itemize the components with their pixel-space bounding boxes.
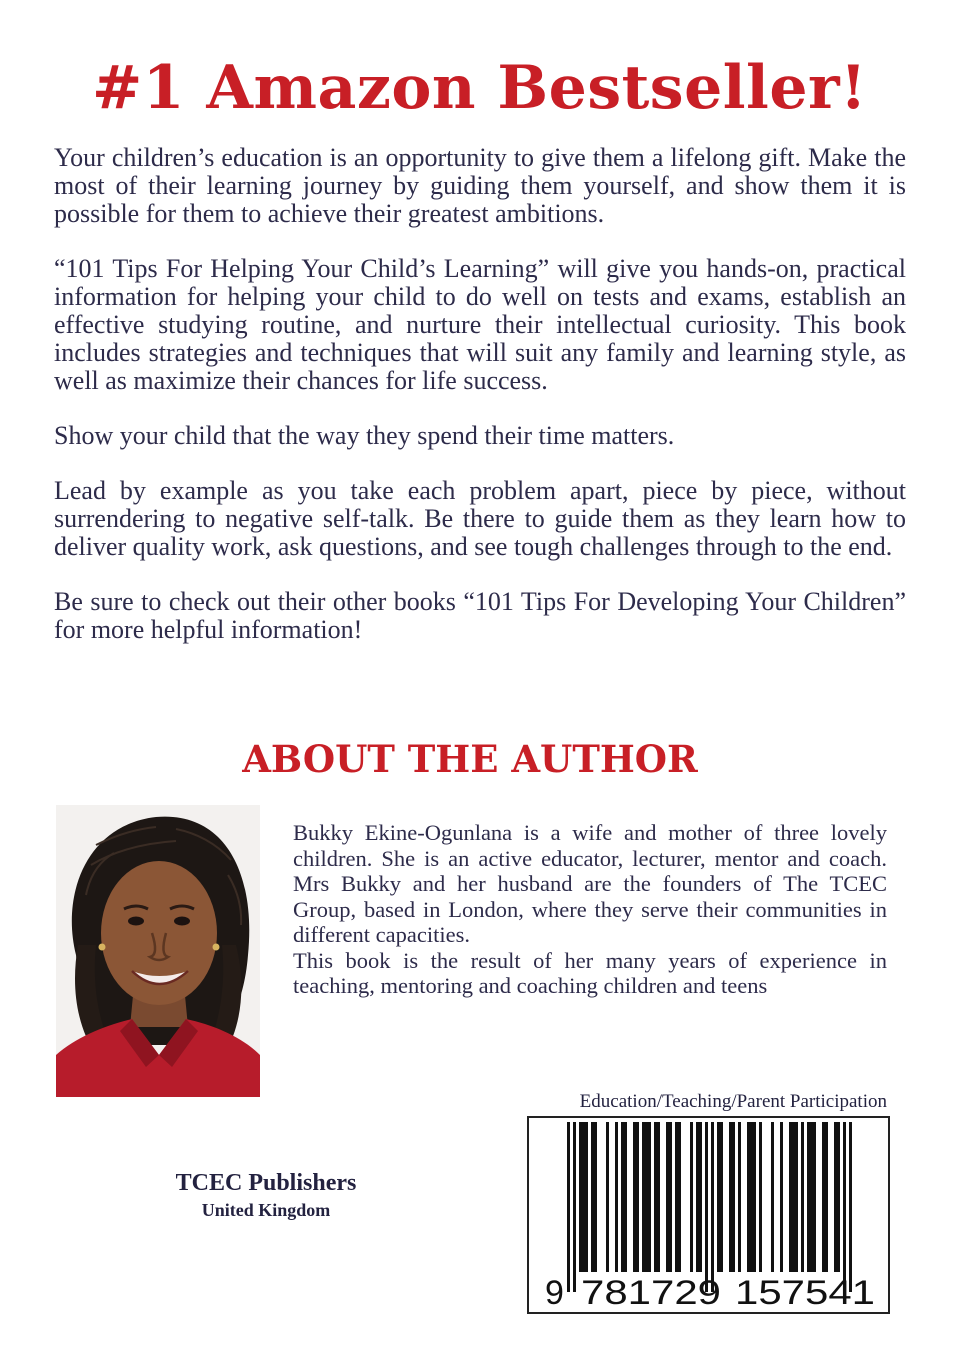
description-paragraph-5: Be sure to check out their other books “101 Tips For Developing Your Children” for more helpful information! — [54, 587, 906, 644]
barcode-lead-digit: 9 — [545, 1274, 564, 1312]
publisher-country: United Kingdom — [201, 1200, 331, 1220]
barcode-bar — [747, 1122, 750, 1272]
author-bio — [293, 820, 887, 999]
description-paragraph-3: Show your child that the way they spend their time matters. — [54, 421, 675, 450]
book-description — [54, 144, 906, 671]
barcode-bar — [795, 1122, 798, 1272]
barcode-bar — [624, 1122, 627, 1272]
barcode-bar — [648, 1122, 651, 1272]
barcode-graphic — [529, 1118, 888, 1312]
barcode-bar — [792, 1122, 795, 1272]
barcode-bar — [675, 1122, 678, 1272]
barcode-bar — [738, 1122, 741, 1272]
barcode-bar — [594, 1122, 597, 1272]
barcode-bar — [822, 1122, 825, 1272]
barcode-bar — [780, 1122, 783, 1272]
barcode-bar — [567, 1122, 570, 1292]
author-bio-paragraph-2: This book is the result of her many years of experience in teaching, mentoring and coaching children and teens — [293, 947, 887, 998]
barcode-bar — [750, 1122, 753, 1272]
barcode-bar — [705, 1122, 708, 1292]
barcode-bar — [849, 1122, 852, 1292]
bisac-category: Education/Teaching/Parent Participation — [579, 1091, 887, 1112]
description-paragraph-4: Lead by example as you take each problem apart, piece by piece, without surrendering to negative self-talk. Be there to guide them as they learn how to deliver quality work, ask questions, and see tough challenges through to the end. — [54, 476, 906, 561]
publisher-block — [130, 1168, 402, 1222]
barcode-bar — [669, 1122, 672, 1272]
barcode-bar — [690, 1122, 693, 1272]
barcode-bar — [801, 1122, 804, 1272]
barcode-bar — [834, 1122, 837, 1272]
barcode-bar — [585, 1122, 588, 1272]
barcode-bar — [732, 1122, 735, 1272]
barcode-bar — [657, 1122, 660, 1272]
barcode-bar — [573, 1122, 576, 1292]
barcode-bar — [606, 1122, 609, 1272]
barcode-bar — [813, 1122, 816, 1272]
bestseller-headline: #1 Amazon Bestseller! — [92, 53, 867, 123]
barcode-bar — [636, 1122, 639, 1272]
barcode-bar — [579, 1122, 582, 1272]
author-bio-paragraph-1: Bukky Ekine-Ogunlana is a wife and mother of three lovely children. She is an active educator, lecturer, mentor and coach. Mrs Bukky and her husband are the founders of The TCEC Group, based in London, where they serve their communities in different capacities. — [293, 820, 887, 947]
barcode-bar — [666, 1122, 669, 1272]
barcode-bar — [759, 1122, 762, 1272]
barcode-bar — [825, 1122, 828, 1272]
barcode-bars — [567, 1122, 852, 1292]
author-portrait-illustration — [56, 805, 260, 1097]
publisher-name: TCEC Publishers — [175, 1170, 357, 1196]
description-paragraph-2: “101 Tips For Helping Your Child’s Learning” will give you hands-on, practical information for helping your child to do well on tests and exams, establish an effective studying routine, and nurture their intellectual curiosity. This book includes strategies and techniques that will suit any family and learning style, as well as maximize their chances for life success. — [54, 254, 906, 395]
barcode-bar — [717, 1122, 720, 1272]
barcode-bar — [678, 1122, 681, 1272]
barcode-bar — [615, 1122, 618, 1272]
barcode-left-digits: 781729 — [581, 1274, 721, 1312]
barcode-bar — [582, 1122, 585, 1272]
barcode-bar — [789, 1122, 792, 1272]
barcode-bar — [642, 1122, 645, 1272]
barcode-bar — [810, 1122, 813, 1272]
barcode-bar — [843, 1122, 846, 1292]
barcode-bar — [591, 1122, 594, 1272]
barcode-bar — [621, 1122, 624, 1272]
author-photo — [56, 805, 260, 1097]
barcode-right-digits: 157541 — [735, 1274, 875, 1312]
barcode-bar — [711, 1122, 714, 1292]
description-paragraph-1: Your children’s education is an opportunity to give them a lifelong gift. Make the most of their learning journey by guiding them yourself, and show them it is possible for them to achieve their greatest ambitions. — [54, 143, 906, 228]
about-author-heading: ABOUT THE AUTHOR — [242, 737, 698, 781]
barcode-bar — [633, 1122, 636, 1272]
barcode-bar — [699, 1122, 702, 1272]
barcode-bar — [654, 1122, 657, 1272]
barcode-bar — [729, 1122, 732, 1272]
barcode-bar — [753, 1122, 756, 1272]
barcode-bar — [837, 1122, 840, 1272]
isbn-barcode — [527, 1116, 890, 1314]
barcode-bar — [696, 1122, 699, 1272]
barcode-bar — [807, 1122, 810, 1272]
barcode-bar — [645, 1122, 648, 1272]
barcode-bar — [720, 1122, 723, 1272]
barcode-bar — [771, 1122, 774, 1272]
